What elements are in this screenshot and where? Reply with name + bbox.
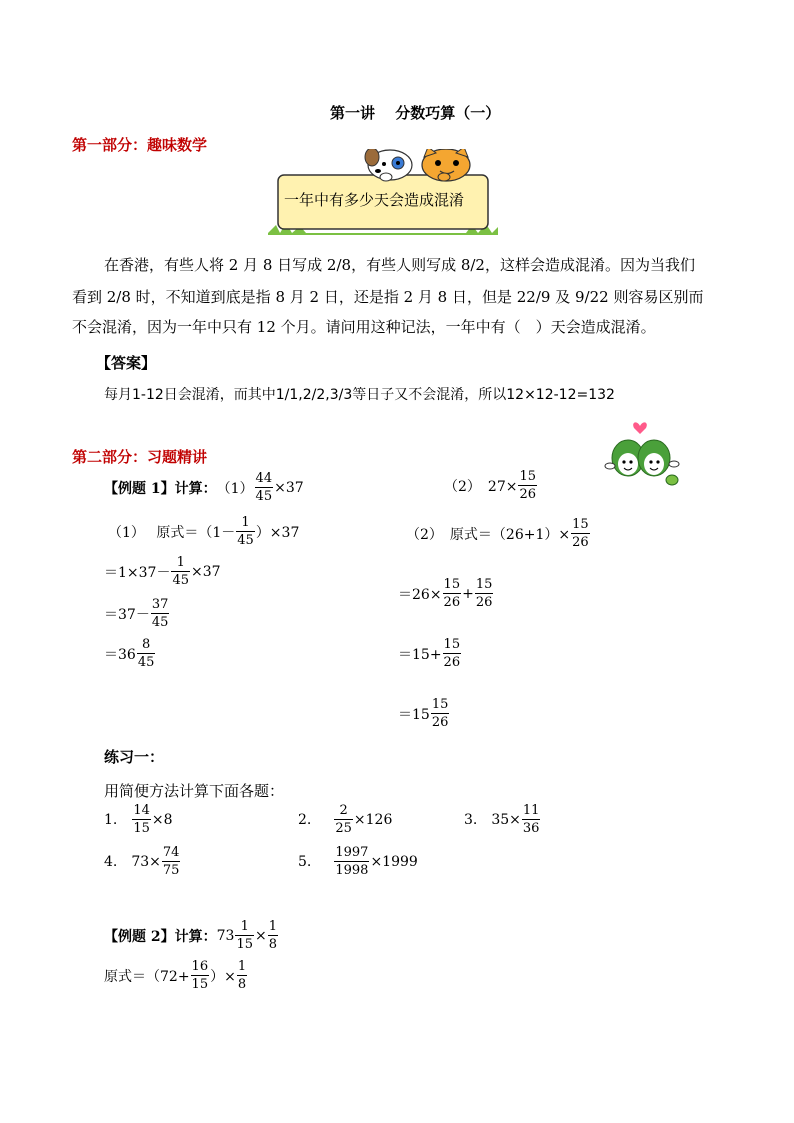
fraction: $\frac{15}{26}$: [475, 577, 493, 610]
sol1-suffix: ）×37: [255, 524, 300, 541]
practice-item-2: [298, 804, 392, 835]
fraction: $\frac{1}{8}$: [268, 919, 278, 952]
practice-item-5: [298, 846, 418, 877]
ex1-q2-prefix: （2） 27×: [444, 478, 518, 495]
example2-label: 【例题 2】计算：: [104, 928, 217, 945]
sol1-l2a: ＝1×37－: [104, 564, 171, 581]
fraction: $\frac{14}{15}$: [133, 803, 150, 836]
sol1-l3: ＝37－: [104, 606, 150, 623]
fraction: $\frac{15}{26}$: [572, 517, 589, 550]
item-prefix: 73×: [131, 853, 161, 870]
item-prefix: 35×: [491, 811, 521, 828]
part2-heading: 第二部分：习题精讲: [72, 448, 208, 466]
item-suffix: ×126: [353, 811, 393, 828]
sol1-line1: [108, 516, 299, 547]
times-sign: ×: [255, 927, 267, 944]
sol1-line3: [104, 598, 170, 629]
ex2-sol-prefix: 原式＝（72+: [104, 968, 190, 985]
story-line-3: 不会混淆，因为一年中只有 12 个月。请问用这种记法，一年中有（ ）天会造成混淆。: [72, 318, 656, 336]
fraction: $\frac{1}{15}$: [236, 919, 253, 952]
banner-text: 一年中有多少天会造成混淆: [284, 191, 465, 209]
sol2-l4: ＝15: [398, 706, 430, 723]
sol1-l2b: ×37: [191, 563, 221, 580]
sol1-line2: [104, 556, 221, 587]
fraction: $\frac{15}{26}$: [431, 697, 449, 730]
practice-item-3: [464, 804, 541, 835]
story-line-2: 看到 2/8 时，不知道到底是指 8 月 2 日，还是指 2 月 8 日，但是 22/9 及 9/22 则容易区别而: [72, 288, 704, 306]
sol2-l3: ＝15+: [398, 646, 442, 663]
example1-line: [104, 472, 304, 503]
fraction: $\frac{1}{8}$: [237, 959, 247, 992]
fraction: $\frac{37}{45}$: [151, 597, 169, 630]
example1-q2: [444, 470, 538, 501]
sol2-prefix: （2） 原式＝（26+1）×: [406, 526, 571, 543]
answer-text: 每月1-12日会混淆，而其中1/1,2/2,3/3等日子又不会混淆，所以12×12-12=132: [104, 387, 615, 403]
practice-intro: 用简便方法计算下面各题：: [104, 782, 285, 800]
practice-label: 练习一：: [104, 748, 165, 766]
example2-solution: [104, 960, 248, 991]
fraction: $\frac{16}{15}$: [191, 959, 209, 992]
item-number: 2.: [298, 811, 312, 828]
practice-item-1: [104, 804, 173, 835]
fraction: $\frac{1}{45}$: [172, 555, 189, 588]
fraction: $\frac{8}{45}$: [137, 637, 155, 670]
item-number: 3.: [464, 811, 478, 828]
sol1-l4: ＝36: [104, 646, 136, 663]
item-number: 4.: [104, 853, 118, 870]
item-number: 5.: [298, 853, 312, 870]
page-title: 第一讲 分数巧算（一）: [330, 104, 501, 122]
cartoon-banner: [266, 149, 500, 235]
example1-label: 【例题 1】计算：: [104, 480, 217, 497]
item-suffix: ×1999: [370, 853, 418, 870]
fraction: $\frac{15}{26}$: [519, 469, 536, 502]
answer-label: 【答案】: [96, 354, 157, 372]
fraction: $\frac{15}{26}$: [443, 577, 461, 610]
item-number: 1.: [104, 811, 118, 828]
fraction: $\frac{74}{75}$: [162, 845, 180, 878]
sol2-line4: [398, 698, 450, 729]
sol2-line3: [398, 638, 462, 669]
fraction: $\frac{15}{26}$: [443, 637, 461, 670]
sol1-prefix: （1） 原式＝（1－: [108, 524, 236, 541]
example2-line: [104, 920, 279, 951]
ex1-q1-prefix: （1）: [216, 480, 254, 497]
item-suffix: ×8: [151, 811, 173, 828]
plus-sign: +: [462, 585, 474, 602]
fraction: $\frac{1997}{1998}$: [335, 845, 369, 878]
sol2-l2: ＝26×: [398, 586, 442, 603]
fraction: $\frac{11}{36}$: [522, 803, 540, 836]
ex1-q1-suffix: ×37: [274, 479, 304, 496]
fraction: $\frac{2}{25}$: [335, 803, 352, 836]
melon-cartoon: [600, 420, 684, 490]
sol2-line2: [398, 578, 494, 609]
part1-heading: 第一部分：趣味数学: [72, 136, 208, 154]
practice-item-4: [104, 846, 181, 877]
fraction: $\frac{44}{45}$: [255, 471, 273, 504]
sol2-line1: [406, 518, 591, 549]
sol1-line4: [104, 638, 156, 669]
story-line-1: 在香港，有些人将 2 月 8 日写成 2/8，有些人则写成 8/2，这样会造成混淆。因为当我们: [104, 256, 695, 274]
fraction: $\frac{1}{45}$: [237, 515, 254, 548]
ex2-sol-mid: ）×: [210, 968, 236, 985]
ex2-whole: 73: [216, 927, 235, 944]
